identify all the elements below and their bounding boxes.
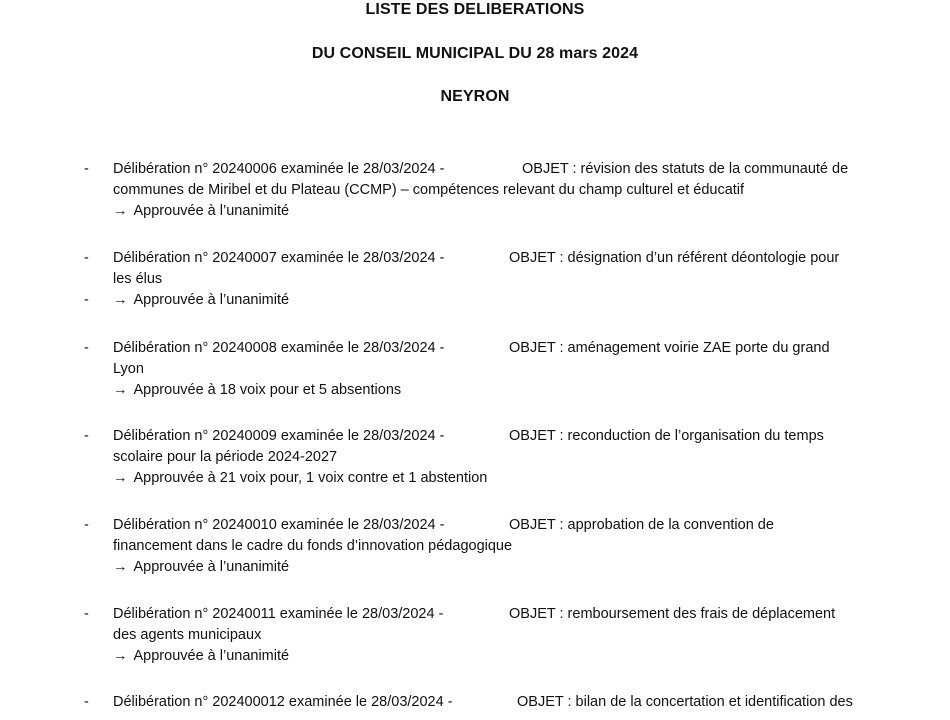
arrow-right-icon: → [113,559,128,575]
deliberation-result [113,557,289,578]
deliberation-result [113,468,487,489]
deliberation-reference: Délibération n° 20240011 examinée le 28/03/2024 - [113,606,444,622]
deliberation-item [0,692,950,713]
deliberation-object: OBJET : révision des statuts de la communauté de [522,161,849,177]
list-bullet: - [84,694,89,710]
deliberation-reference: Délibération n° 20240010 examinée le 28/03/2024 - [113,517,445,533]
list-bullet: - [84,606,89,622]
deliberation-item [0,248,950,311]
deliberation-object: OBJET : désignation d’un référent déontologie pour [509,250,840,266]
deliberation-object: OBJET : reconduction de l’organisation du temps [509,428,824,444]
deliberation-object-continued: les élus [113,271,163,287]
deliberation-result-text: Approuvée à l’unanimité [133,292,290,308]
deliberation-object-continued: communes de Miribel et du Plateau (CCMP) – compétences relevant du champ culturel et éducatif [113,182,745,198]
deliberation-object-continued: Lyon [113,361,144,377]
list-bullet: - [84,292,89,308]
document-subtitle: DU CONSEIL MUNICIPAL DU 28 mars 2024 [311,45,639,62]
deliberation-object-continued: scolaire pour la période 2024-2027 [113,449,338,465]
deliberation-item [0,338,950,401]
list-bullet: - [84,340,89,356]
list-bullet: - [84,161,89,177]
commune-name: NEYRON [440,88,510,105]
deliberation-result-text: Approuvée à l’unanimité [133,648,290,664]
deliberation-result-text: Approuvée à l’unanimité [133,203,290,219]
deliberation-result [113,201,289,222]
arrow-right-icon: → [113,382,128,398]
deliberation-object: OBJET : bilan de la concertation et identification des [517,694,853,710]
list-bullet: - [84,428,89,444]
deliberation-result [113,646,289,667]
deliberation-object-continued: des agents municipaux [113,627,262,643]
deliberation-reference: Délibération n° 20240007 examinée le 28/03/2024 - [113,250,445,266]
deliberation-result-text: Approuvée à l’unanimité [133,559,290,575]
deliberation-object: OBJET : approbation de la convention de [509,517,774,533]
deliberation-item [0,515,950,578]
deliberation-reference: Délibération n° 20240008 examinée le 28/03/2024 - [113,340,445,356]
arrow-right-icon: → [113,470,128,486]
deliberation-item [0,159,950,222]
deliberation-result-text: Approuvée à 18 voix pour et 5 absentions [133,382,402,398]
deliberation-object: OBJET : remboursement des frais de déplacement [509,606,836,622]
document-title: LISTE DES DELIBERATIONS [365,1,585,18]
deliberation-object-continued: financement dans le cadre du fonds d’innovation pédagogique [113,538,513,554]
deliberation-result [113,380,401,401]
arrow-right-icon: → [113,292,128,308]
deliberation-reference: Délibération n° 20240006 examinée le 28/03/2024 - [113,161,445,177]
deliberation-item [0,604,950,667]
deliberation-object: OBJET : aménagement voirie ZAE porte du grand [509,340,830,356]
list-bullet: - [84,250,89,266]
deliberation-item [0,426,950,489]
deliberation-reference: Délibération n° 202400012 examinée le 28/03/2024 - [113,694,453,710]
deliberation-result-text: Approuvée à 21 voix pour, 1 voix contre et 1 abstention [133,470,488,486]
arrow-right-icon: → [113,648,128,664]
deliberation-reference: Délibération n° 20240009 examinée le 28/03/2024 - [113,428,445,444]
arrow-right-icon: → [113,203,128,219]
deliberation-result [113,290,289,311]
list-bullet: - [84,517,89,533]
